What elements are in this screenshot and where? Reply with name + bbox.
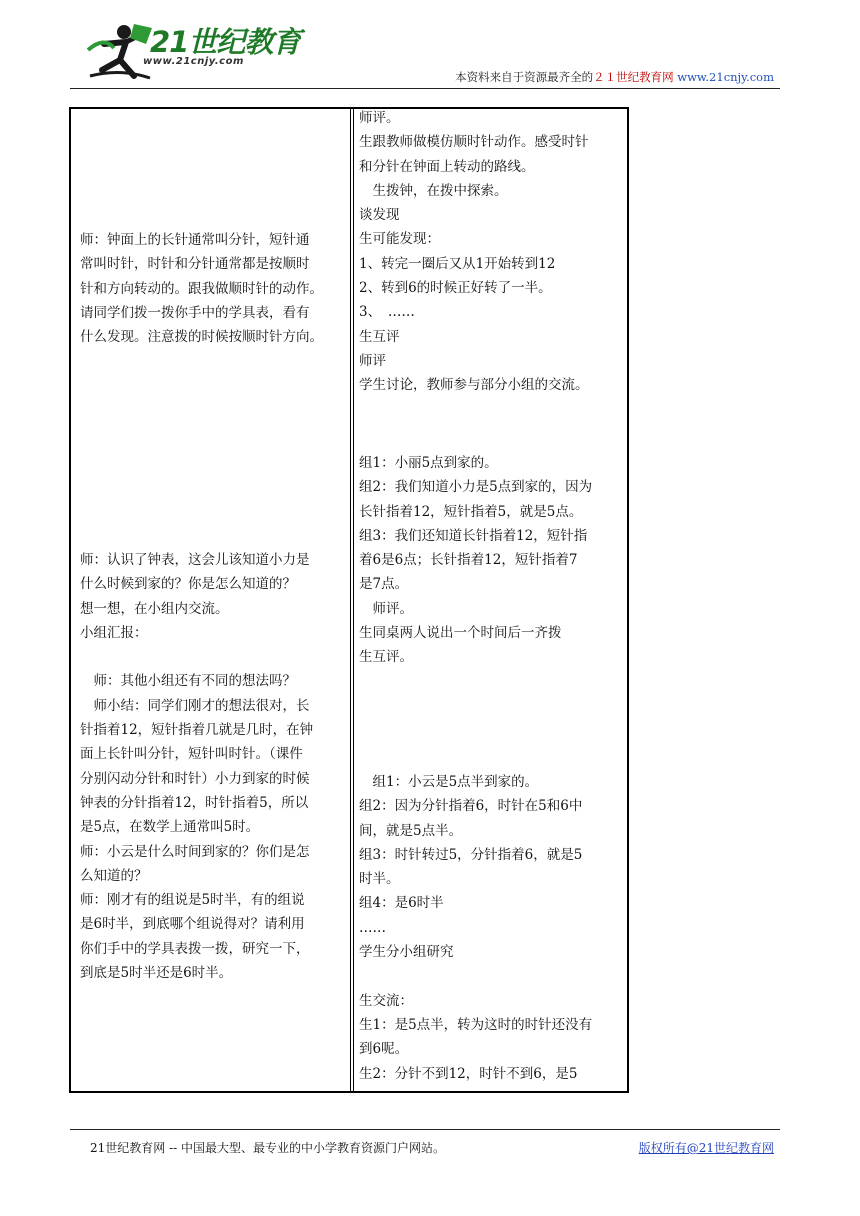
text-line: 着6是6点；长针指着12，短针指着7 xyxy=(359,552,578,569)
text-line: 时半。 xyxy=(359,871,400,888)
student-block-half-hour xyxy=(359,770,592,1086)
text-line: 针和方向转动的。跟我做顺时针的动作。 xyxy=(80,280,323,297)
text-line: 是7点。 xyxy=(359,576,409,593)
text-line: 组1：小云是5点半到家的。 xyxy=(359,774,539,790)
text-line: 到6呢。 xyxy=(359,1041,409,1058)
text-line: 2、转到6的时候正好转了一半。 xyxy=(359,280,552,297)
text-line: 和分针在钟面上转动的路线。 xyxy=(359,158,535,175)
text-line: 组3：时针转过5，分针指着6，就是5 xyxy=(359,846,583,863)
footer-site-description: 21世纪教育网 -- 中国最大型、最专业的中小学教育资源门户网站。 xyxy=(90,1141,446,1155)
text-line: 组1：小丽5点到家的。 xyxy=(359,455,498,471)
text-line: 你们手中的学具表拨一拨，研究一下， xyxy=(80,940,310,957)
text-line: 学生讨论，教师参与部分小组的交流。 xyxy=(359,377,589,394)
text-line: 生1：是5点半，转为这时的时针还没有 xyxy=(359,1016,593,1033)
text-line: 面上长针叫分针，短针叫时针。（课件 xyxy=(80,746,303,763)
header-note-brand: ２１世纪教育网 xyxy=(593,70,674,84)
text-line: 分别闪动分针和时针）小力到家的时候 xyxy=(80,770,310,787)
text-line: 长针指着12，短针指着5，就是5点。 xyxy=(359,503,583,520)
text-line: 师：认识了钟表，这会儿该知道小力是 xyxy=(80,552,310,568)
text-line: 生交流： xyxy=(359,992,413,1009)
text-line: 1、转完一圈后又从1开始转到12 xyxy=(359,255,556,272)
text-line: 钟表的分针指着12，时针指着5，所以 xyxy=(80,794,309,811)
footer-divider xyxy=(70,1129,780,1130)
text-line xyxy=(359,964,592,988)
text-line: 请同学们拨一拨你手中的学具表，看有 xyxy=(80,304,310,321)
text-line: 师小结：同学们刚才的想法很对，长 xyxy=(80,697,310,714)
text-line: 师评。 xyxy=(359,600,413,617)
logo-url: www.21cnjy.com xyxy=(143,56,244,67)
text-line: 么知道的？ xyxy=(80,867,148,884)
runner-logo-icon xyxy=(84,20,154,84)
text-line: 师评。 xyxy=(359,110,400,126)
teacher-block-clock-hands xyxy=(80,228,323,349)
text-line: 生同桌两人说出一个时间后一齐拨 xyxy=(359,625,562,642)
text-line: 师：小云是什么时间到家的？你们是怎 xyxy=(80,843,310,860)
text-line xyxy=(80,645,313,669)
text-line: 师评 xyxy=(359,352,386,369)
footer-copyright-link[interactable]: 版权所有@21世纪教育网 xyxy=(638,1141,774,1155)
text-line: 组2：因为分针指着6，时针在5和6中 xyxy=(359,798,583,815)
text-line: 小组汇报： xyxy=(80,624,148,641)
text-line: 是5点，在数学上通常叫5时。 xyxy=(80,819,260,836)
text-line: 组4：是6时半 xyxy=(359,895,444,912)
header-note-prefix: 本资料来自于资源最齐全的 xyxy=(455,70,594,84)
text-line: 间，就是5点半。 xyxy=(359,822,463,839)
text-line: 什么发现。注意拨的时候按顺时针方向。 xyxy=(80,329,323,346)
text-line: 谈发现 xyxy=(359,207,400,224)
header-divider xyxy=(70,88,780,89)
column-divider xyxy=(350,109,351,1091)
text-line: 常叫时针，时针和分针通常都是按顺时 xyxy=(80,256,310,273)
text-line: 师：钟面上的长针通常叫分针，短针通 xyxy=(80,232,310,248)
text-line: 组2：我们知道小力是5点到家的，因为 xyxy=(359,479,593,496)
text-line: 生拨钟，在拨中探索。 xyxy=(359,182,508,199)
text-line: 什么时候到家的？你是怎么知道的？ xyxy=(80,576,296,593)
text-line: 生互评 xyxy=(359,328,400,345)
text-line: 到底是5时半还是6时半。 xyxy=(80,965,233,982)
text-line: 生互评。 xyxy=(359,649,413,666)
column-divider-inner xyxy=(353,109,354,1091)
text-line: 是6时半，到底哪个组说得对？请利用 xyxy=(80,916,305,933)
logo-wordmark: 21世纪教育 xyxy=(150,25,301,59)
student-block-group-reports xyxy=(359,451,592,670)
text-line: 学生分小组研究 xyxy=(359,944,454,961)
text-line: 想一想，在小组内交流。 xyxy=(80,600,229,617)
text-line: 生2：分针不到12，时针不到6，是5 xyxy=(359,1065,578,1082)
text-line: 师：其他小组还有不同的想法吗？ xyxy=(80,673,296,690)
text-line: 生可能发现： xyxy=(359,231,440,248)
header-source-note xyxy=(455,69,774,85)
text-line: 针指着12，短针指着几就是几时，在钟 xyxy=(80,722,314,739)
teacher-block-reading-time xyxy=(80,548,313,985)
text-line: 师：刚才有的组说是5时半，有的组说 xyxy=(80,892,305,909)
text-line: 组3：我们还知道长针指着12，短针指 xyxy=(359,527,588,544)
header-note-link[interactable]: www.21cnjy.com xyxy=(677,70,774,84)
student-block-discovery xyxy=(359,106,589,398)
text-line: 生跟教师做模仿顺时针动作。感受时针 xyxy=(359,134,589,151)
lesson-table xyxy=(69,107,629,1093)
text-line: …… xyxy=(359,919,386,936)
text-line: 3、 …… xyxy=(359,304,415,321)
